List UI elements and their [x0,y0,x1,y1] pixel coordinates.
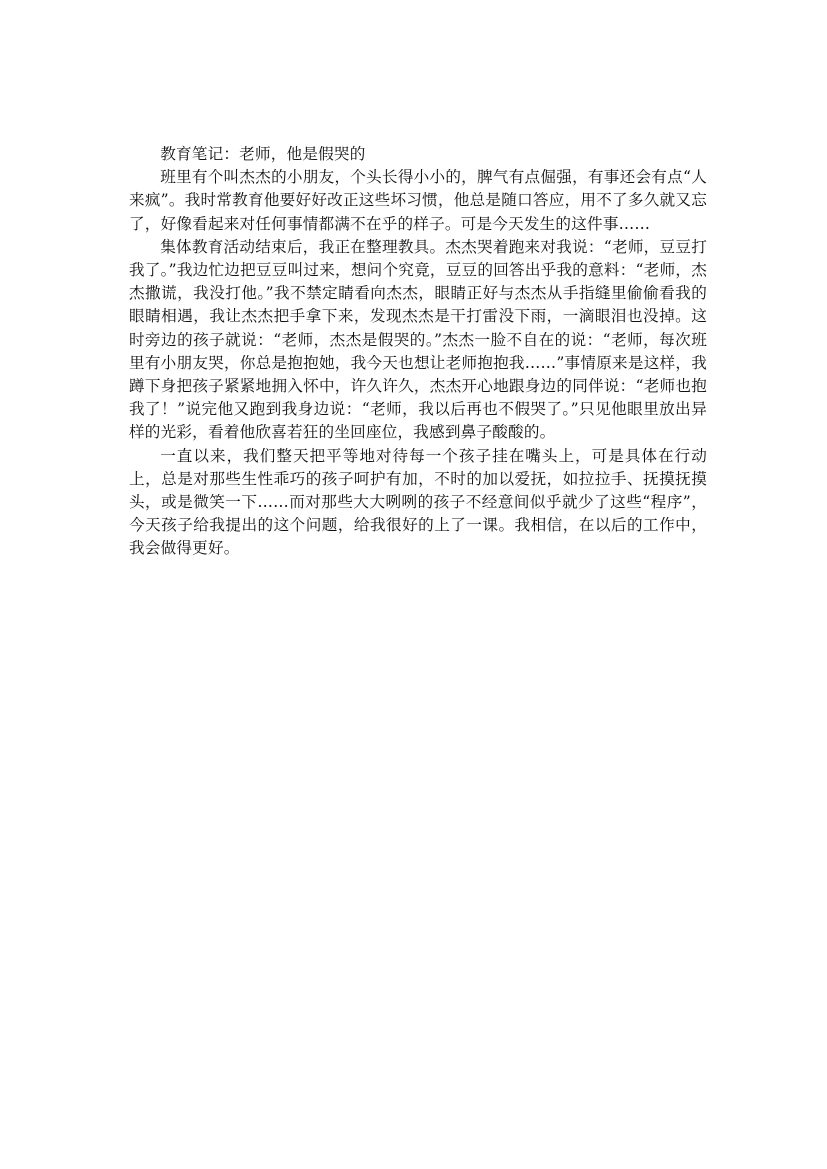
paragraph-1: 班里有个叫杰杰的小朋友，个头长得小小的，脾气有点倔强，有事还会有点“人来疯”。我时常教育他要好好改正这些坏习惯，他总是随口答应，用不了多久就又忘了，好像看起来对任何事情都满不在乎的样子。可是今天发生的这件事…… [129,168,707,233]
paragraph-2: 集体教育活动结束后，我正在整理教具。杰杰哭着跑来对我说：“老师，豆豆打我了。”我边忙边把豆豆叫过来，想问个究竟，豆豆的回答出乎我的意料：“老师，杰杰撒谎，我没打他。”我不禁定睛看向杰杰，眼睛正好与杰杰从手指缝里偷偷看我的眼睛相遇，我让杰杰把手拿下来，发现杰杰是干打雷没下雨，一滴眼泪也没掉。这时旁边的孩子就说：“老师，杰杰是假哭的。”杰杰一脸不自在的说：“老师，每次班里有小朋友哭，你总是抱抱她，我今天也想让老师抱抱我……”事情原来是这样，我蹲下身把孩子紧紧地拥入怀中，许久许久，杰杰开心地跟身边的同伴说：“老师也抱我了！”说完他又跑到我身边说：“老师，我以后再也不假哭了。”只见他眼里放出异样的光彩，看着他欣喜若狂的坐回座位，我感到鼻子酸酸的。 [129,237,707,442]
document-title: 教育笔记：老师，他是假哭的 [160,145,366,163]
paragraph-3: 一直以来，我们整天把平等地对待每一个孩子挂在嘴头上，可是具体在行动上，总是对那些生性乖巧的孩子呵护有加，不时的加以爱抚，如拉拉手、抚摸抚摸头，或是微笑一下……而对那些大大咧咧的孩子不经意间似乎就少了这些“程序”，今天孩子给我提出的这个问题，给我很好的上了一课。我相信，在以后的工作中，我会做得更好。 [129,446,707,558]
document-body [129,143,707,561]
